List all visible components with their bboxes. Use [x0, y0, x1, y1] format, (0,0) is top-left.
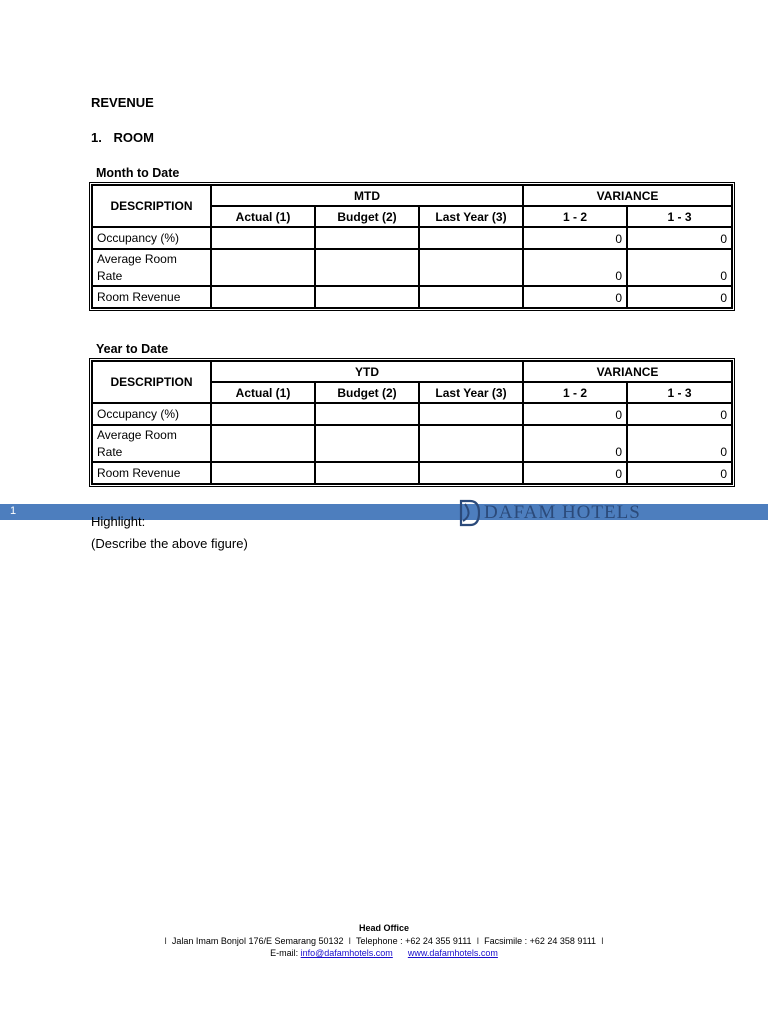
cell-actual — [211, 227, 315, 249]
cell-budget — [315, 403, 419, 425]
footer-email-label: E-mail: — [270, 948, 299, 958]
cell-last-year — [419, 227, 523, 249]
footer-telephone: Telephone : +62 24 355 9111 — [356, 936, 472, 946]
cell-actual — [211, 286, 315, 308]
cell-actual — [211, 425, 315, 462]
footer-separator: I — [476, 936, 480, 946]
cell-actual — [211, 403, 315, 425]
row-label: Occupancy (%) — [92, 403, 211, 425]
variance-header: VARIANCE — [523, 185, 732, 206]
cell-last-year — [419, 403, 523, 425]
cell-variance-1-3: 0 — [627, 425, 732, 462]
cell-budget — [315, 227, 419, 249]
col-actual: Actual (1) — [211, 206, 315, 227]
mtd-caption: Month to Date — [96, 166, 180, 180]
footer-separator: I — [348, 936, 352, 946]
col-variance-1-3: 1 - 3 — [627, 206, 732, 227]
cell-last-year — [419, 462, 523, 484]
col-variance-1-2: 1 - 2 — [523, 382, 627, 403]
cell-actual — [211, 249, 315, 286]
dafam-logo — [458, 498, 641, 528]
table-row — [92, 286, 732, 308]
cell-last-year — [419, 425, 523, 462]
row-label — [92, 425, 211, 462]
col-variance-1-2: 1 - 2 — [523, 206, 627, 227]
cell-variance-1-2: 0 — [523, 462, 627, 484]
ytd-table — [89, 358, 735, 487]
description-header: DESCRIPTION — [92, 185, 211, 227]
mtd-table — [89, 182, 735, 311]
footer-email-link[interactable]: info@dafamhotels.com — [300, 948, 393, 958]
footer-separator: I — [164, 936, 167, 946]
row-label: Occupancy (%) — [92, 227, 211, 249]
footer-address-line — [0, 936, 768, 946]
cell-variance-1-2: 0 — [523, 425, 627, 462]
highlight-title: Highlight: — [91, 514, 146, 529]
page-number: 1 — [10, 505, 17, 517]
table-row — [92, 462, 732, 484]
cell-variance-1-3: 0 — [627, 227, 732, 249]
ytd-group-header: YTD — [211, 361, 523, 382]
variance-header: VARIANCE — [523, 361, 732, 382]
col-budget: Budget (2) — [315, 382, 419, 403]
table-header-row — [92, 185, 732, 206]
table-row — [92, 425, 732, 462]
footer-website-link[interactable]: www.dafamhotels.com — [407, 948, 498, 958]
cell-variance-1-3: 0 — [627, 403, 732, 425]
col-variance-1-3: 1 - 3 — [627, 382, 732, 403]
footer-separator: I — [601, 936, 604, 946]
table-header-row — [92, 361, 732, 382]
logo-text: DAFAM HOTELS — [484, 502, 641, 523]
row-label-line1: Average Room — [97, 428, 177, 442]
cell-variance-1-2: 0 — [523, 286, 627, 308]
cell-variance-1-2: 0 — [523, 403, 627, 425]
col-actual: Actual (1) — [211, 382, 315, 403]
cell-budget — [315, 462, 419, 484]
footer-contact-line — [0, 948, 768, 958]
cell-variance-1-2: 0 — [523, 227, 627, 249]
row-label — [92, 249, 211, 286]
row-label-line2: Rate — [97, 445, 123, 459]
footer-facsimile: Facsimile : +62 24 358 9111 — [484, 936, 597, 946]
subsection-label: ROOM — [113, 130, 154, 145]
subsection-number: 1. — [91, 130, 102, 145]
cell-variance-1-3: 0 — [627, 462, 732, 484]
dafam-logo-icon — [458, 499, 480, 527]
cell-variance-1-2: 0 — [523, 249, 627, 286]
row-label-line1: Average Room — [97, 252, 177, 266]
cell-budget — [315, 249, 419, 286]
col-last-year: Last Year (3) — [419, 382, 523, 403]
cell-variance-1-3: 0 — [627, 249, 732, 286]
subsection-title — [91, 130, 154, 145]
row-label: Room Revenue — [92, 286, 211, 308]
cell-budget — [315, 286, 419, 308]
footer-address: Jalan Imam Bonjol 176/E Semarang 50132 — [171, 936, 344, 946]
cell-last-year — [419, 249, 523, 286]
description-header: DESCRIPTION — [92, 361, 211, 403]
highlight-text: (Describe the above figure) — [91, 536, 248, 551]
col-budget: Budget (2) — [315, 206, 419, 227]
table-row — [92, 227, 732, 249]
mtd-group-header: MTD — [211, 185, 523, 206]
footer-title: Head Office — [358, 923, 409, 933]
row-label: Room Revenue — [92, 462, 211, 484]
table-row — [92, 403, 732, 425]
section-title: REVENUE — [91, 95, 154, 110]
cell-variance-1-3: 0 — [627, 286, 732, 308]
cell-actual — [211, 462, 315, 484]
cell-budget — [315, 425, 419, 462]
col-last-year: Last Year (3) — [419, 206, 523, 227]
cell-last-year — [419, 286, 523, 308]
ytd-caption: Year to Date — [96, 342, 169, 356]
table-row — [92, 249, 732, 286]
row-label-line2: Rate — [97, 269, 123, 283]
